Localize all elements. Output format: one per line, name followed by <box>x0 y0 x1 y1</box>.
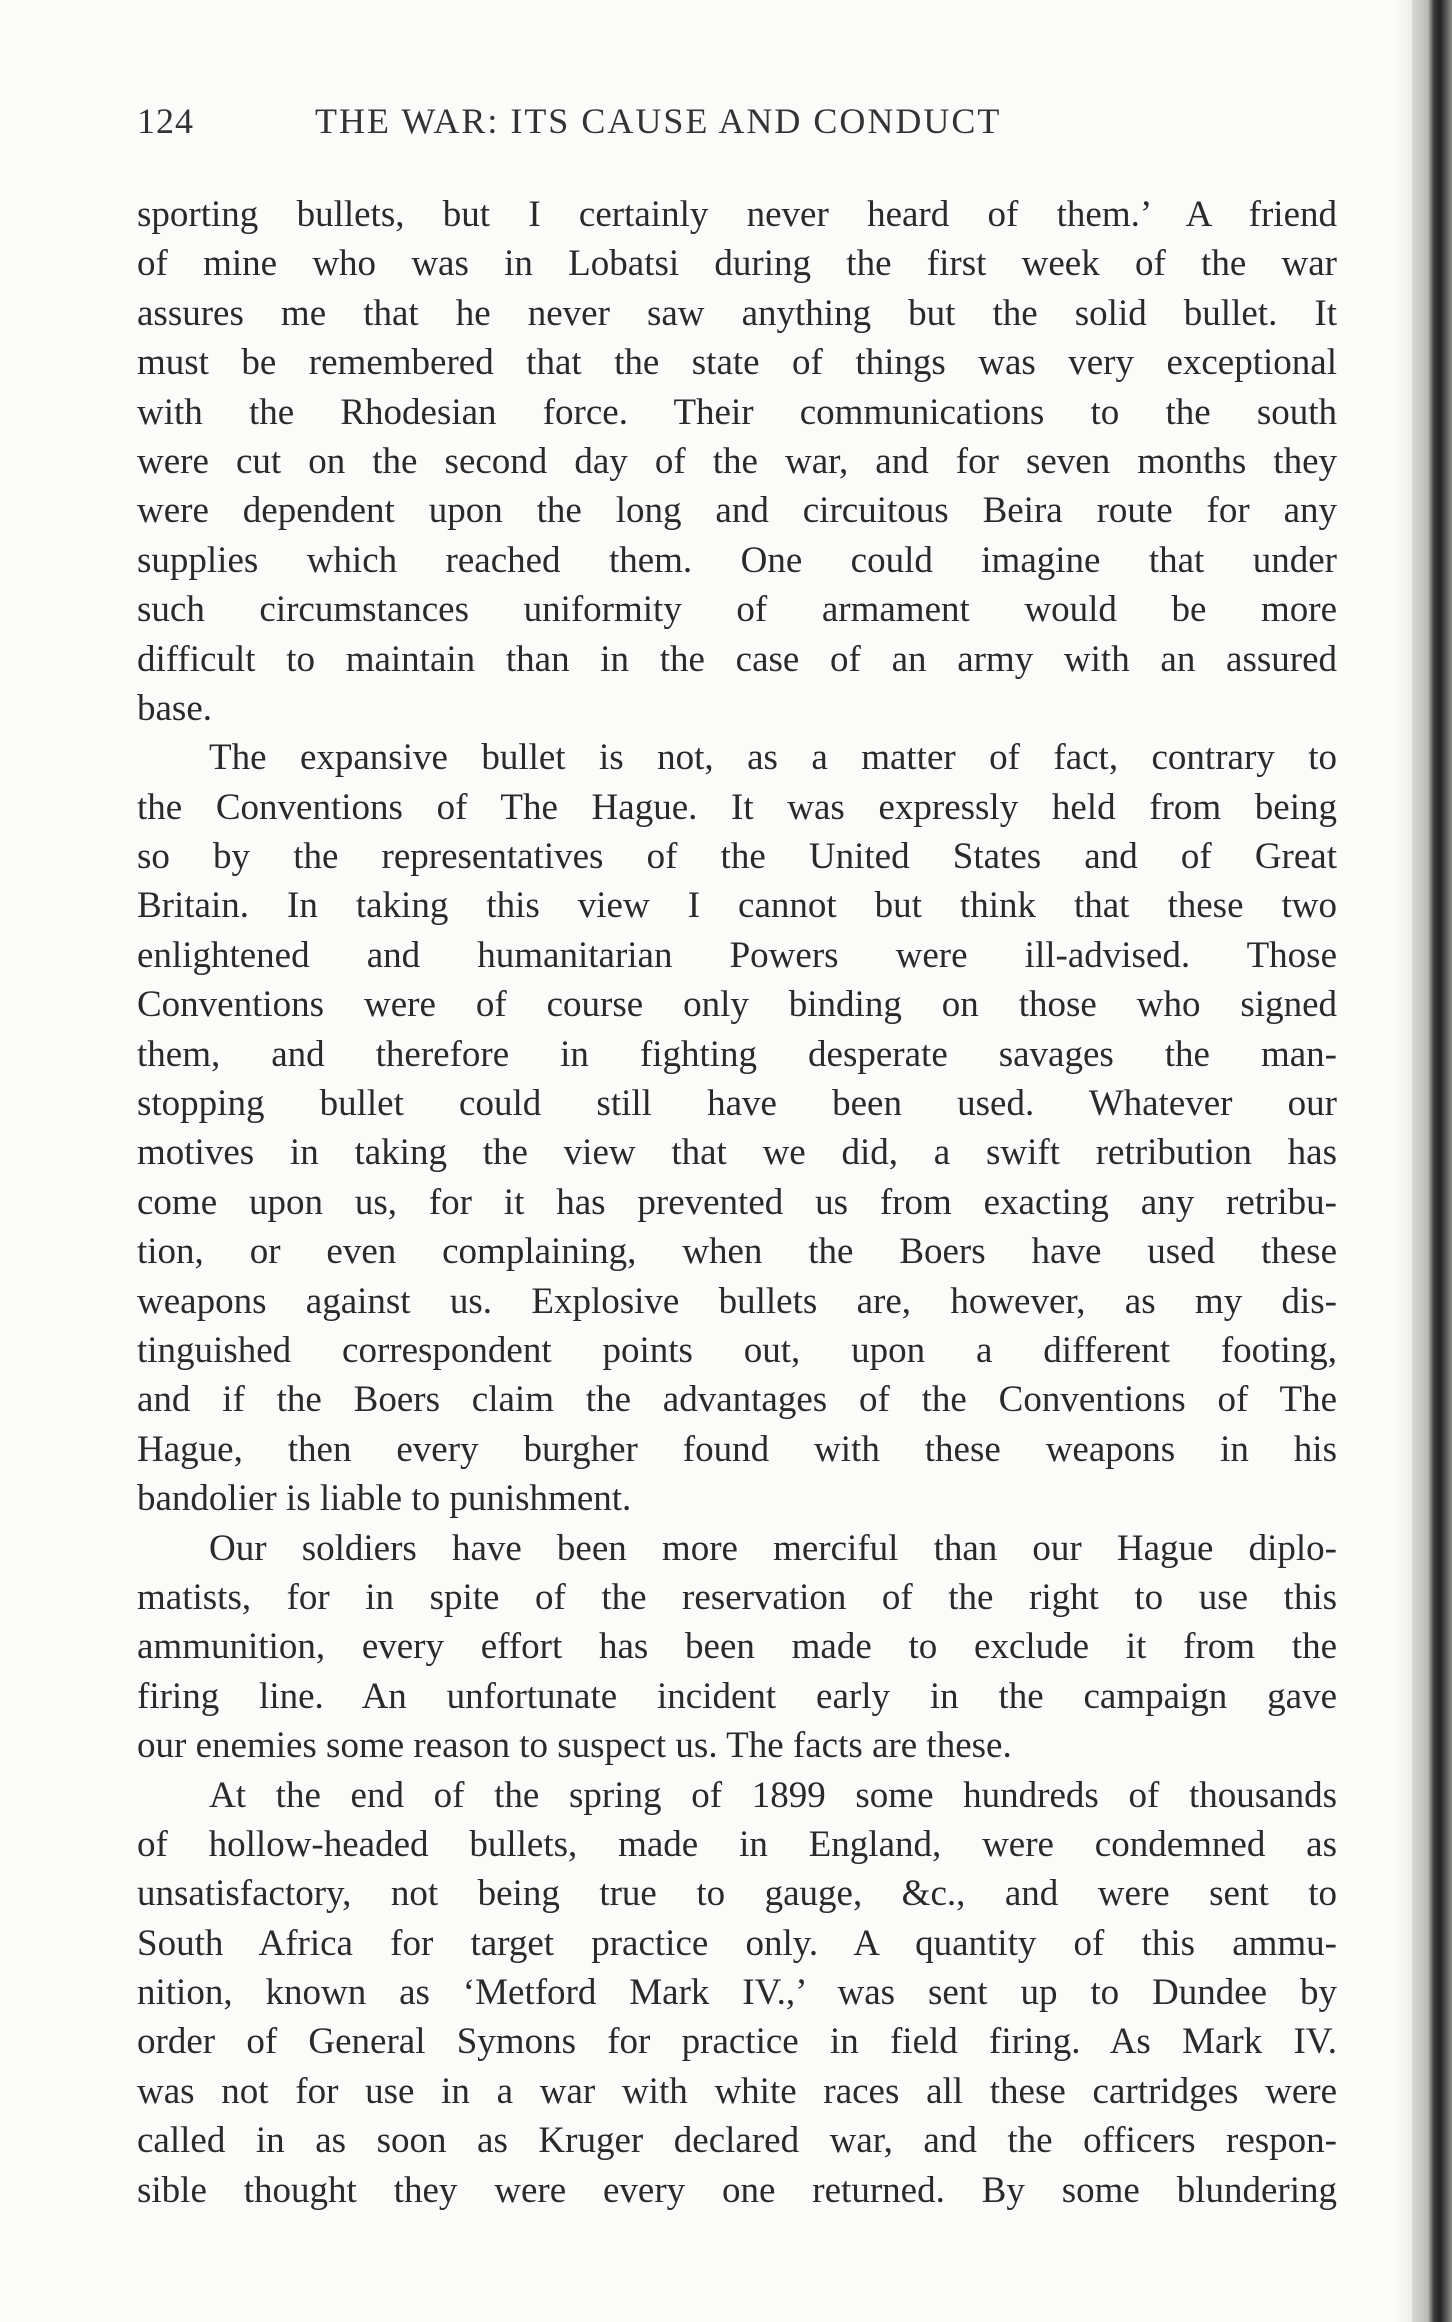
text-line: The expansive bullet is not, as a matter of fact, contrary to <box>209 737 1337 779</box>
text-line: South Africa for target practice only. A quantity of this ammu- <box>137 1922 1337 1964</box>
running-title: THE WAR: ITS CAUSE AND CONDUCT <box>315 101 1002 141</box>
text-line: difficult to maintain than in the case of an army with an assured <box>137 638 1337 680</box>
paragraph <box>137 1771 1337 2216</box>
text-line: Our soldiers have been more merciful than our Hague diplo- <box>209 1527 1337 1569</box>
page-body-text <box>137 190 1337 2215</box>
text-line: tion, or even complaining, when the Boers have used these <box>137 1231 1337 1273</box>
text-line: At the end of the spring of 1899 some hundreds of thousands <box>209 1774 1337 1816</box>
text-line: of mine who was in Lobatsi during the first week of the war <box>137 243 1337 285</box>
text-line: with the Rhodesian force. Their communications to the south <box>137 391 1337 433</box>
text-line: nition, known as ‘Metford Mark IV.,’ was sent up to Dundee by <box>137 1972 1337 2014</box>
paragraph <box>137 1524 1337 1771</box>
text-line: motives in taking the view that we did, a swift retribution has <box>137 1132 1337 1174</box>
text-line: order of General Symons for practice in field firing. As Mark IV. <box>137 2021 1337 2063</box>
page-gutter-shadow <box>1394 0 1412 2322</box>
text-line: Conventions were of course only binding on those who signed <box>137 984 1337 1026</box>
running-header <box>137 100 1197 150</box>
text-line: sible thought they were every one returned. By some blundering <box>137 2169 1337 2211</box>
text-line: unsatisfactory, not being true to gauge, &c., and were sent to <box>137 1873 1337 1915</box>
text-line: called in as soon as Kruger declared war, and the officers respon- <box>137 2120 1337 2162</box>
text-line: tinguished correspondent points out, upon a different footing, <box>137 1329 1337 1371</box>
text-line: sporting bullets, but I certainly never heard of them.’ A friend <box>137 194 1337 235</box>
text-line: assures me that he never saw anything but the solid bullet. It <box>137 292 1337 334</box>
text-line: them, and therefore in fighting desperate savages the man- <box>137 1033 1337 1075</box>
text-line: was not for use in a war with white races all these cartridges were <box>137 2070 1337 2112</box>
text-line: ammunition, every effort has been made to exclude it from the <box>137 1626 1337 1668</box>
text-line: weapons against us. Explosive bullets are, however, as my dis- <box>137 1280 1337 1322</box>
text-line: supplies which reached them. One could imagine that under <box>137 539 1337 581</box>
text-line: our enemies some reason to suspect us. The facts are these. <box>137 1725 1012 1767</box>
text-line: such circumstances uniformity of armament would be more <box>137 589 1337 631</box>
text-line: base. <box>137 687 212 729</box>
text-line: must be remembered that the state of things was very exceptional <box>137 342 1337 384</box>
paragraph <box>137 190 1337 733</box>
text-line: so by the representatives of the United States and of Great <box>137 836 1337 878</box>
paragraph <box>137 733 1337 1523</box>
text-line: Britain. In taking this view I cannot but think that these two <box>137 885 1337 927</box>
text-line: stopping bullet could still have been used. Whatever our <box>137 1083 1337 1125</box>
text-line: of hollow-headed bullets, made in England, were condemned as <box>137 1823 1337 1865</box>
text-line: the Conventions of The Hague. It was expressly held from being <box>137 786 1337 828</box>
page-number: 124 <box>137 101 194 141</box>
text-line: and if the Boers claim the advantages of the Conventions of The <box>137 1379 1337 1421</box>
text-line: were cut on the second day of the war, and for seven months they <box>137 440 1337 482</box>
text-line: were dependent upon the long and circuitous Beira route for any <box>137 490 1337 532</box>
page-edge-binding <box>1412 0 1452 2322</box>
text-line: enlightened and humanitarian Powers were ill-advised. Those <box>137 934 1337 976</box>
text-line: matists, for in spite of the reservation of the right to use this <box>137 1576 1337 1618</box>
text-line: come upon us, for it has prevented us from exacting any retribu- <box>137 1181 1337 1223</box>
text-line: firing line. An unfortunate incident early in the campaign gave <box>137 1675 1337 1717</box>
text-line: bandolier is liable to punishment. <box>137 1478 632 1520</box>
text-line: Hague, then every burgher found with these weapons in his <box>137 1428 1337 1470</box>
